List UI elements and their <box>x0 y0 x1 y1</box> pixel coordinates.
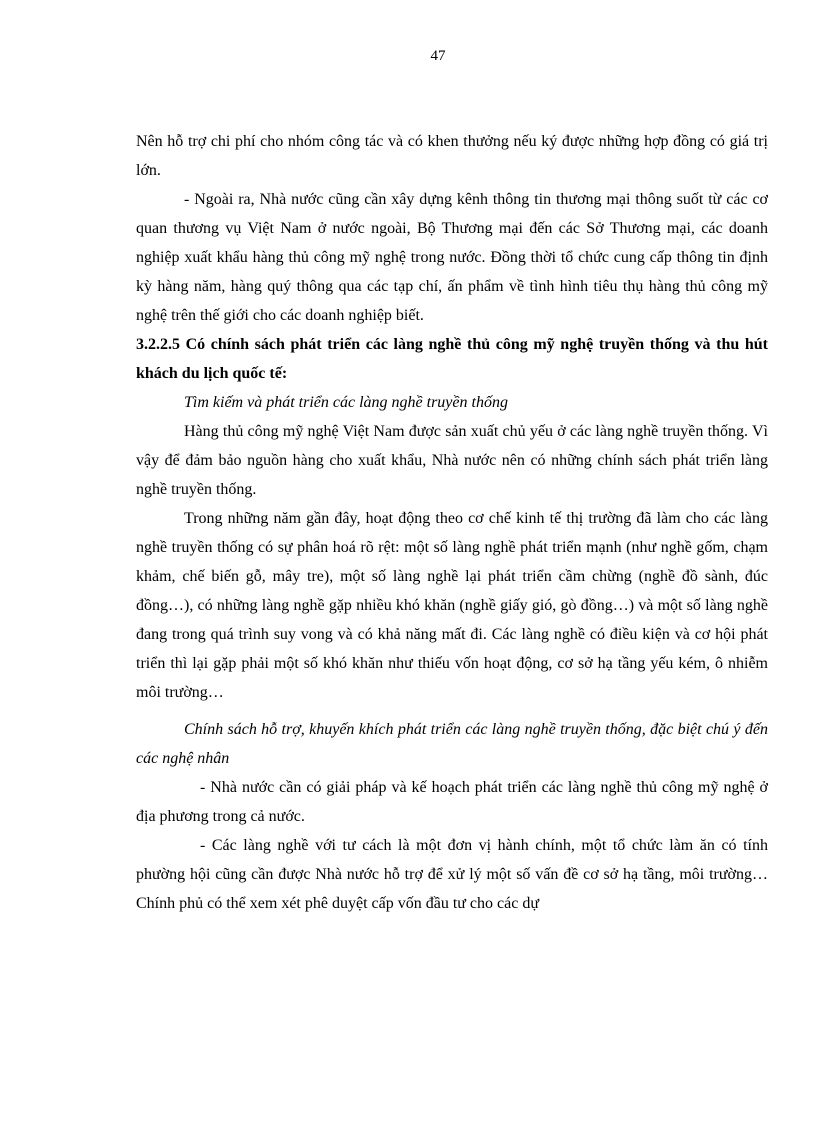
subheading-find-develop: Tìm kiếm và phát triển các làng nghề truyền thống <box>184 394 508 411</box>
page-number: 47 <box>430 48 446 64</box>
paragraph-market-differentiation: Trong những năm gần đây, hoạt động theo cơ chế kinh tế thị trường đã làm cho các làng nghề truyền thống có sự phân hoá rõ rệt: một số làng nghề phát triển mạnh (như nghề gốm, chạm khảm, chế biến gỗ, mây tre), một số làng nghề lại phát triển cầm chừng (nghề đồ sành, đúc đồng…), có những làng nghề gặp nhiều khó khăn (nghề giấy gió, gò đồng…) và một số làng nghề đang trong quá trình suy vong và có khả năng mất đi. Các làng nghề có điều kiện và cơ hội phát triển thì lại gặp phải một số khó khăn như thiếu vốn hoạt động, cơ sở hạ tầng yếu kém, ô nhiễm môi trường… <box>136 510 768 701</box>
paragraph-continued: Nên hỗ trợ chi phí cho nhóm công tác và có khen thưởng nếu ký được những hợp đồng có giá trị lớn. <box>136 133 768 179</box>
subheading-support-policy: Chính sách hỗ trợ, khuyến khích phát triển các làng nghề truyền thống, đặc biệt chú ý đến các nghệ nhân <box>136 721 768 767</box>
paragraph-trade-information: - Ngoài ra, Nhà nước cũng cần xây dựng kênh thông tin thương mại thông suốt từ các cơ quan thương vụ Việt Nam ở nước ngoài, Bộ Thương mại đến các Sở Thương mại, các doanh nghiệp xuất khẩu hàng thủ công mỹ nghệ trong nước. Đồng thời tổ chức cung cấp thông tin định kỳ hàng năm, hàng quý thông qua các tạp chí, ấn phẩm về tình hình tiêu thụ hàng thủ công mỹ nghệ trên thế giới cho các doanh nghiệp biết. <box>136 191 768 324</box>
section-heading: 3.2.2.5 Có chính sách phát triển các làng nghề thủ công mỹ nghệ truyền thống và thu hút khách du lịch quốc tế: <box>136 336 768 382</box>
paragraph-handicraft-villages: Hàng thủ công mỹ nghệ Việt Nam được sản xuất chủ yếu ở các làng nghề truyền thống. Vì vậy để đảm bảo nguồn hàng cho xuất khẩu, Nhà nước nên có những chính sách phát triển làng nghề truyền thống. <box>136 423 768 498</box>
paragraph-state-plan: - Nhà nước cần có giải pháp và kế hoạch phát triển các làng nghề thủ công mỹ nghệ ở địa phương trong cả nước. <box>136 779 768 825</box>
document-body <box>136 127 768 918</box>
paragraph-village-support: - Các làng nghề với tư cách là một đơn vị hành chính, một tổ chức làm ăn có tính phường hội cũng cần được Nhà nước hỗ trợ để xử lý một số vấn đề cơ sở hạ tầng, môi trường… Chính phủ có thể xem xét phê duyệt cấp vốn đầu tư cho các dự <box>136 837 768 912</box>
